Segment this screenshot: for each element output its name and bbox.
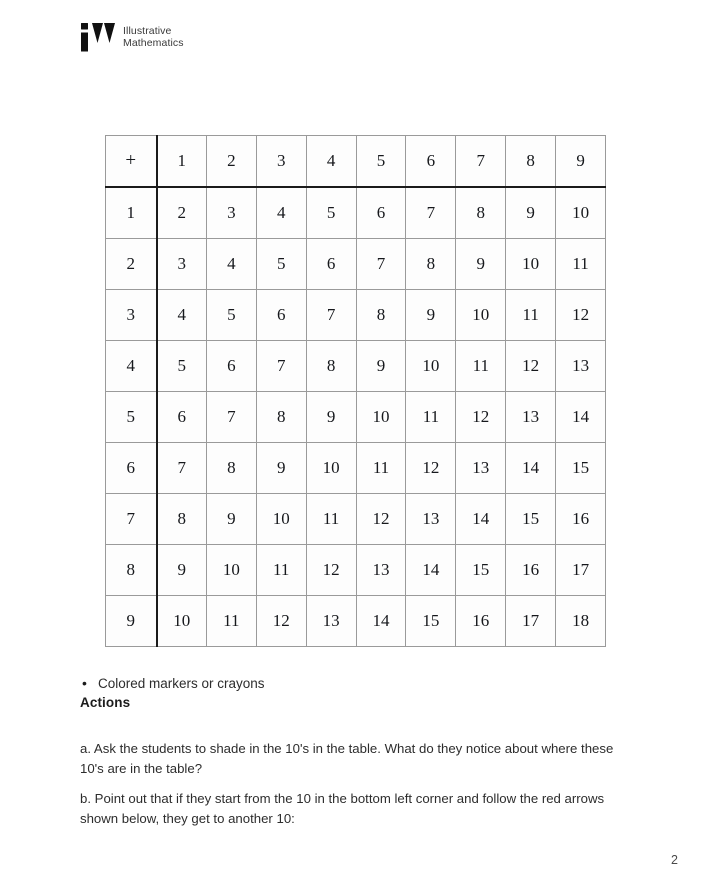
- column-header-cell: 6: [406, 136, 456, 188]
- addition-table-header-row: [106, 136, 606, 188]
- row-header-cell: 8: [106, 545, 157, 596]
- column-header-cell: 7: [456, 136, 506, 188]
- table-cell: 6: [157, 392, 207, 443]
- column-header-cell: 3: [256, 136, 306, 188]
- column-header-cell: 9: [556, 136, 606, 188]
- table-cell: 10: [456, 290, 506, 341]
- column-header-cell: 1: [157, 136, 207, 188]
- column-header-cell: 8: [506, 136, 556, 188]
- table-row: [106, 392, 606, 443]
- table-cell: 7: [206, 392, 256, 443]
- table-cell: 13: [406, 494, 456, 545]
- row-header-cell: 2: [106, 239, 157, 290]
- table-cell: 10: [157, 596, 207, 647]
- table-cell: 9: [157, 545, 207, 596]
- row-header-cell: 4: [106, 341, 157, 392]
- table-cell: 8: [456, 187, 506, 239]
- page-number: 2: [671, 853, 678, 867]
- table-cell: 15: [456, 545, 506, 596]
- column-header-cell: 4: [306, 136, 356, 188]
- table-cell: 14: [506, 443, 556, 494]
- table-cell: 8: [306, 341, 356, 392]
- table-cell: 12: [306, 545, 356, 596]
- table-row: [106, 187, 606, 239]
- list-item: • Colored markers or crayons: [80, 674, 640, 694]
- table-cell: 2: [157, 187, 207, 239]
- table-cell: 7: [406, 187, 456, 239]
- table-cell: 11: [556, 239, 606, 290]
- table-cell: 12: [506, 341, 556, 392]
- table-cell: 11: [306, 494, 356, 545]
- row-header-cell: 7: [106, 494, 157, 545]
- brand-logo-line-2: Mathematics: [123, 37, 184, 49]
- materials-list: [80, 674, 640, 694]
- table-cell: 5: [157, 341, 207, 392]
- table-cell: 6: [356, 187, 406, 239]
- table-cell: 13: [356, 545, 406, 596]
- row-header-cell: 5: [106, 392, 157, 443]
- table-cell: 5: [256, 239, 306, 290]
- table-cell: 16: [506, 545, 556, 596]
- table-cell: 9: [406, 290, 456, 341]
- table-cell: 16: [556, 494, 606, 545]
- table-cell: 10: [306, 443, 356, 494]
- table-cell: 9: [306, 392, 356, 443]
- table-cell: 10: [556, 187, 606, 239]
- table-cell: 9: [456, 239, 506, 290]
- table-cell: 17: [506, 596, 556, 647]
- table-cell: 11: [256, 545, 306, 596]
- table-cell: 14: [456, 494, 506, 545]
- table-cell: 15: [556, 443, 606, 494]
- table-cell: 7: [157, 443, 207, 494]
- brand-logo-wordmark: [123, 25, 184, 50]
- table-cell: 9: [356, 341, 406, 392]
- table-row: [106, 494, 606, 545]
- table-cell: 11: [456, 341, 506, 392]
- table-cell: 15: [506, 494, 556, 545]
- table-cell: 4: [256, 187, 306, 239]
- table-cell: 12: [256, 596, 306, 647]
- addition-table-body: [106, 136, 606, 647]
- table-cell: 17: [556, 545, 606, 596]
- table-row: [106, 341, 606, 392]
- table-cell: 18: [556, 596, 606, 647]
- table-row: [106, 596, 606, 647]
- table-row: [106, 290, 606, 341]
- table-cell: 8: [406, 239, 456, 290]
- table-cell: 11: [406, 392, 456, 443]
- action-paragraph-a: a. Ask the students to shade in the 10's in the table. What do they notice about where these 10's are in the table?: [80, 741, 614, 777]
- table-cell: 8: [256, 392, 306, 443]
- table-cell: 9: [506, 187, 556, 239]
- table-cell: 5: [206, 290, 256, 341]
- table-cell: 14: [406, 545, 456, 596]
- table-cell: 12: [356, 494, 406, 545]
- table-cell: 3: [157, 239, 207, 290]
- table-cell: 10: [506, 239, 556, 290]
- actions-heading: Actions: [80, 695, 131, 710]
- addition-table: [105, 135, 606, 647]
- table-cell: 10: [356, 392, 406, 443]
- row-header-cell: 6: [106, 443, 157, 494]
- table-cell: 13: [306, 596, 356, 647]
- row-header-cell: 9: [106, 596, 157, 647]
- table-cell: 15: [406, 596, 456, 647]
- table-cell: 11: [506, 290, 556, 341]
- table-cell: 6: [306, 239, 356, 290]
- addition-table-container: [105, 135, 605, 635]
- plus-symbol-cell: +: [106, 136, 157, 188]
- table-cell: 14: [556, 392, 606, 443]
- table-cell: 6: [206, 341, 256, 392]
- column-header-cell: 2: [206, 136, 256, 188]
- table-cell: 9: [206, 494, 256, 545]
- column-header-cell: 5: [356, 136, 406, 188]
- row-header-cell: 1: [106, 187, 157, 239]
- table-cell: 9: [256, 443, 306, 494]
- table-cell: 8: [206, 443, 256, 494]
- table-cell: 11: [206, 596, 256, 647]
- table-cell: 6: [256, 290, 306, 341]
- table-cell: 8: [157, 494, 207, 545]
- table-cell: 11: [356, 443, 406, 494]
- table-cell: 5: [306, 187, 356, 239]
- table-cell: 10: [406, 341, 456, 392]
- table-cell: 13: [506, 392, 556, 443]
- table-cell: 8: [356, 290, 406, 341]
- table-cell: 7: [306, 290, 356, 341]
- table-cell: 10: [256, 494, 306, 545]
- table-cell: 12: [456, 392, 506, 443]
- table-cell: 4: [157, 290, 207, 341]
- table-cell: 7: [356, 239, 406, 290]
- table-cell: 3: [206, 187, 256, 239]
- table-row: [106, 239, 606, 290]
- table-cell: 7: [256, 341, 306, 392]
- table-cell: 14: [356, 596, 406, 647]
- table-cell: 13: [556, 341, 606, 392]
- table-cell: 16: [456, 596, 506, 647]
- table-row: [106, 545, 606, 596]
- row-header-cell: 3: [106, 290, 157, 341]
- im-monogram-icon: [80, 22, 116, 52]
- table-row: [106, 443, 606, 494]
- table-cell: 12: [406, 443, 456, 494]
- table-cell: 10: [206, 545, 256, 596]
- table-cell: 13: [456, 443, 506, 494]
- table-cell: 4: [206, 239, 256, 290]
- table-cell: 12: [556, 290, 606, 341]
- brand-logo: [80, 22, 184, 52]
- action-paragraph-b: b. Point out that if they start from the 10 in the bottom left corner and follow the red arrows shown below, they get to another 10:: [80, 791, 605, 827]
- brand-logo-line-1: Illustrative: [123, 24, 172, 37]
